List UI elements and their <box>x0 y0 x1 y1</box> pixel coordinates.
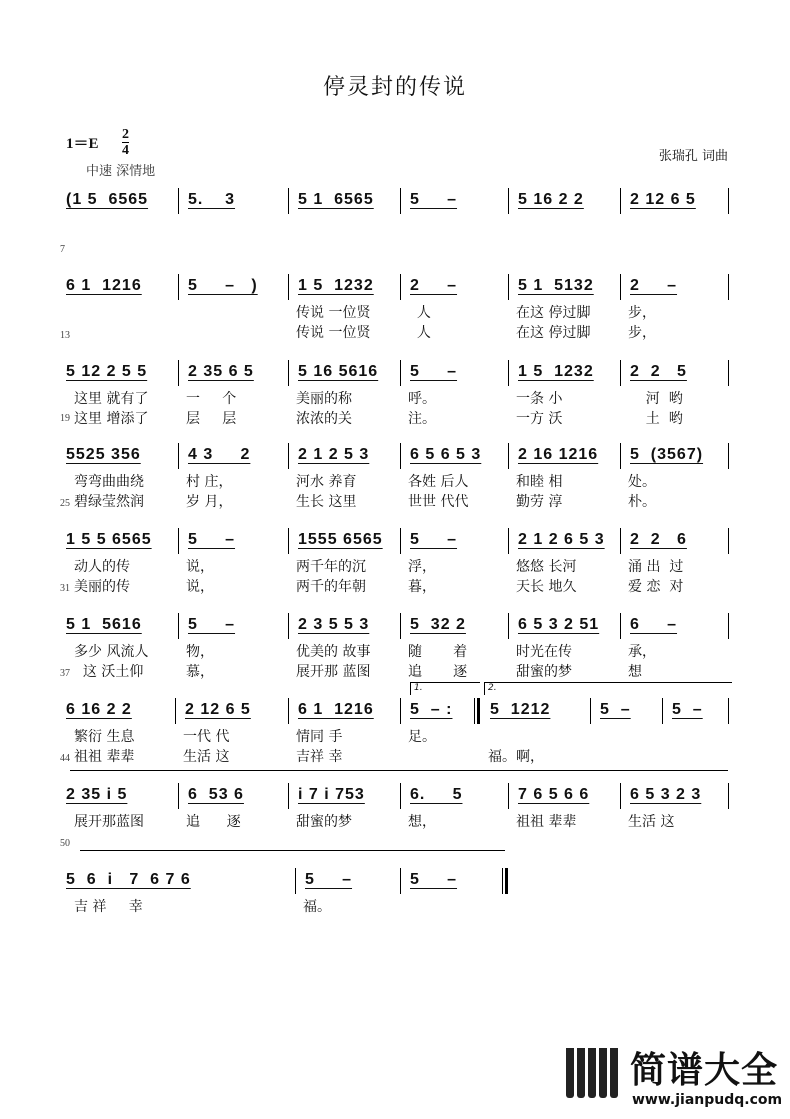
lyric-line-1: 在这 停过脚 <box>516 305 591 321</box>
measure-number: 44 <box>60 753 70 764</box>
measure <box>288 443 400 471</box>
measure <box>508 443 620 471</box>
lyric-line-1: 村 庄， <box>186 474 233 490</box>
lyric-line-1: 步， <box>628 305 656 321</box>
barline <box>728 613 729 639</box>
notes: 2 1 2 6 5 3 <box>518 531 605 548</box>
lyric-line-2: 岁 月， <box>186 494 233 510</box>
lyric-line-2: 传说 一位贤 <box>296 325 371 341</box>
composer-credit: 张瑞孔 词曲 <box>658 149 728 164</box>
extension-line <box>70 770 728 771</box>
site-logo <box>566 1040 786 1112</box>
measure <box>508 360 620 388</box>
notes: 5 – : <box>410 701 453 718</box>
notes: 7 6 5 6 6 <box>518 786 590 803</box>
measure <box>62 783 178 811</box>
barline <box>728 528 729 554</box>
measure <box>508 528 620 556</box>
notes: 1 5 1232 <box>518 363 594 380</box>
notes: 2 – <box>630 277 678 294</box>
notes: 5 – <box>410 531 458 548</box>
lyric-line-1: 河 哟 <box>628 391 683 407</box>
notes: 1 5 5 6565 <box>66 531 152 548</box>
notes: i 7 i 753 <box>298 786 365 803</box>
lyric-line-2: 层 层 <box>186 411 237 427</box>
lyric-line-1: 浮， <box>408 559 436 575</box>
measure <box>288 613 400 641</box>
notes: 6 1 1216 <box>66 277 142 294</box>
lyric-line-1: 随 着 <box>408 644 468 660</box>
measure <box>620 613 728 641</box>
measure <box>400 188 508 216</box>
notes: 2 2 5 <box>630 363 687 380</box>
lyric-line-2: 吉祥 幸 <box>296 749 343 765</box>
lyric-line-2: 说， <box>186 579 214 595</box>
barline <box>728 783 729 809</box>
lyric-line-2: 暮， <box>408 579 436 595</box>
notes: 5 1 6565 <box>298 191 374 208</box>
notes: 2 2 6 <box>630 531 687 548</box>
measure <box>62 274 178 302</box>
measure <box>62 188 178 216</box>
measure <box>400 698 480 726</box>
measure-number: 37 <box>60 668 70 679</box>
lyric-line-2: 慕， <box>186 664 214 680</box>
lyric-line-1: 河水 养育 <box>296 474 357 490</box>
notes: 5 1 5132 <box>518 277 594 294</box>
measure-number: 13 <box>60 330 70 341</box>
measure <box>508 613 620 641</box>
notes: 6 16 2 2 <box>66 701 132 718</box>
lyric-line-2: 人 <box>408 325 431 341</box>
notes: 6 1 1216 <box>298 701 374 718</box>
measure <box>620 783 728 811</box>
measure <box>62 443 178 471</box>
notes: 5 – <box>672 701 703 718</box>
notes: 6 5 6 5 3 <box>410 446 482 463</box>
lyric-line-1: 和睦 相 <box>516 474 563 490</box>
lyric-line-1: 多少 风流人 <box>74 644 149 660</box>
volta-bracket-2: 2. <box>484 682 732 695</box>
notes: 5 16 5616 <box>298 363 379 380</box>
notes: 5 (3567) <box>630 446 704 463</box>
measure <box>62 528 178 556</box>
notes: 1555 6565 <box>298 531 383 548</box>
notes: 5. 3 <box>188 191 236 208</box>
lyric-line-2: 想 <box>628 664 642 680</box>
lyric-line-2: 步， <box>628 325 656 341</box>
lyric-line-1: 悠悠 长河 <box>516 559 577 575</box>
notes: 2 12 6 5 <box>185 701 251 718</box>
notes: 2 – <box>410 277 458 294</box>
measure <box>288 188 400 216</box>
lyric-line-2: 世世 代代 <box>408 494 469 510</box>
measure <box>662 698 728 726</box>
measure <box>590 698 662 726</box>
notes: 5 6 i 7 6 7 6 <box>66 871 191 888</box>
lyric-line-2: 这 沃土仰 <box>74 664 144 680</box>
lyric-line-1: 一代 代 <box>183 729 230 745</box>
lyric-line-1: 祖祖 辈辈 <box>516 814 577 830</box>
lyric-line-1: 繁衍 生息 <box>74 729 135 745</box>
measure <box>400 274 508 302</box>
notes: 5 16 2 2 <box>518 191 584 208</box>
measure <box>400 528 508 556</box>
lyric-line-2: 天长 地久 <box>516 579 577 595</box>
notes: 6 53 6 <box>188 786 244 803</box>
notes: 5 – ) <box>188 277 258 294</box>
notes: 5 – <box>188 616 236 633</box>
logo-text: 简谱大全 <box>630 1050 779 1091</box>
notes: 2 35 i 5 <box>66 786 128 803</box>
lyric-line-2: 展开那 蓝图 <box>296 664 371 680</box>
measure <box>620 188 728 216</box>
notes: 2 16 1216 <box>518 446 599 463</box>
notes: 5 – <box>410 191 458 208</box>
measure-number: 31 <box>60 583 70 594</box>
lyric-line-2: 土 哟 <box>628 411 683 427</box>
measure <box>295 868 400 896</box>
notes: 5 12 2 5 5 <box>66 363 148 380</box>
lyric-line-1: 想， <box>408 814 436 830</box>
lyric-line-2: 追 逐 <box>408 664 468 680</box>
notes: 5 – <box>305 871 353 888</box>
lyric-line-1: 传说 一位贤 <box>296 305 371 321</box>
lyric-line-2: 勤劳 淳 <box>516 494 563 510</box>
lyric-line-1: 足。 <box>408 729 436 745</box>
lyric-line-2: 生活 这 <box>183 749 230 765</box>
key-signature: 1＝E <box>66 136 99 152</box>
measure <box>508 274 620 302</box>
measure <box>620 360 728 388</box>
measure <box>400 360 508 388</box>
lyric-line-2: 这里 增添了 <box>74 411 149 427</box>
lyric-line-1: 各姓 后人 <box>408 474 469 490</box>
extension-line <box>80 850 505 851</box>
logo-url: www.jianpudq.com <box>632 1092 783 1108</box>
lyric-line-1: 一条 小 <box>516 391 563 407</box>
lyric-line-2: 甜蜜的梦 <box>516 664 572 680</box>
final-barline <box>502 868 508 894</box>
notes: 5 – <box>188 531 236 548</box>
measure <box>62 868 295 896</box>
notes: 1 5 1232 <box>298 277 374 294</box>
lyric-line-2: 福。啊， <box>488 749 544 765</box>
measure <box>400 783 508 811</box>
lyric-line-1: 涌 出 过 <box>628 559 684 575</box>
notes: 5525 356 <box>66 446 141 463</box>
measure <box>178 443 288 471</box>
notes: 6 5 3 2 51 <box>518 616 600 633</box>
lyric-line-1: 说， <box>186 559 214 575</box>
volta-bracket-1: 1. <box>410 682 480 695</box>
lyric-line-1: 追 逐 <box>186 814 241 830</box>
lyric-line-1: 生活 这 <box>628 814 675 830</box>
measure <box>178 783 288 811</box>
notes: 5 1 5616 <box>66 616 142 633</box>
measure <box>620 443 728 471</box>
piano-keys-icon <box>566 1048 624 1098</box>
measure <box>62 360 178 388</box>
notes: 6 5 3 2 3 <box>630 786 702 803</box>
measure-number: 50 <box>60 838 70 849</box>
notes: 5 32 2 <box>410 616 466 633</box>
notes: 4 3 2 <box>188 446 251 463</box>
notes: 5 – <box>410 871 458 888</box>
measure <box>288 698 400 726</box>
lyric-line-1: 呼。 <box>408 391 436 407</box>
lyric-line-1: 吉 祥 幸 <box>74 899 143 915</box>
measure <box>620 528 728 556</box>
lyric-line-2: 碧绿莹然润 <box>74 494 144 510</box>
measure-number: 19 <box>60 413 70 424</box>
lyric-line-1: 动人的传 <box>74 559 130 575</box>
lyric-line-2: 一方 沃 <box>516 411 563 427</box>
measure-number: 25 <box>60 498 70 509</box>
lyric-line-1: 时光在传 <box>516 644 572 660</box>
notes: 2 1 2 5 3 <box>298 446 370 463</box>
measure <box>480 698 590 726</box>
time-signature-bottom: 4 <box>122 143 129 158</box>
lyric-line-2: 注。 <box>408 411 436 427</box>
lyric-line-2: 两千的年朝 <box>296 579 366 595</box>
lyric-line-2: 祖祖 辈辈 <box>74 749 135 765</box>
lyric-line-2: 浓浓的关 <box>296 411 352 427</box>
lyric-line-1: 展开那蓝图 <box>74 814 144 830</box>
lyric-line-2: 在这 停过脚 <box>516 325 591 341</box>
lyric-line-1: 福。 <box>303 899 331 915</box>
measure <box>62 698 175 726</box>
barline <box>728 188 729 214</box>
lyric-line-2: 生长 这里 <box>296 494 357 510</box>
measure-number: 7 <box>60 244 65 255</box>
lyric-line-2: 爱 恋 对 <box>628 579 684 595</box>
measure <box>400 613 508 641</box>
measure <box>288 274 400 302</box>
measure <box>288 528 400 556</box>
notes: (1 5 6565 <box>66 191 149 208</box>
measure <box>288 783 400 811</box>
measure <box>178 274 288 302</box>
lyric-line-1: 一 个 <box>186 391 237 407</box>
barline <box>728 443 729 469</box>
barline <box>728 698 729 724</box>
measure <box>508 188 620 216</box>
time-signature <box>122 127 129 158</box>
lyric-line-1: 两千年的沉 <box>296 559 366 575</box>
measure <box>178 613 288 641</box>
measure <box>62 613 178 641</box>
measure <box>178 360 288 388</box>
lyric-line-1: 情同 手 <box>296 729 343 745</box>
lyric-line-1: 物， <box>186 644 214 660</box>
measure <box>620 274 728 302</box>
notes: 2 35 6 5 <box>188 363 254 380</box>
notes: 5 1212 <box>490 701 551 718</box>
time-signature-top: 2 <box>122 127 129 142</box>
barline <box>728 360 729 386</box>
lyric-line-1: 弯弯曲曲绕 <box>74 474 144 490</box>
notes: 5 – <box>410 363 458 380</box>
lyric-line-1: 美丽的称 <box>296 391 352 407</box>
notes: 6. 5 <box>410 786 463 803</box>
measure <box>175 698 288 726</box>
tempo-marking: 中速 深情地 <box>86 164 156 179</box>
lyric-line-2: 美丽的传 <box>74 579 130 595</box>
lyric-line-1: 这里 就有了 <box>74 391 149 407</box>
measure <box>400 868 508 896</box>
lyric-line-2: 朴。 <box>628 494 656 510</box>
notes: 5 – <box>600 701 631 718</box>
measure <box>400 443 508 471</box>
lyric-line-1: 承， <box>628 644 656 660</box>
lyric-line-1: 处。 <box>628 474 656 490</box>
lyric-line-1: 优美的 故事 <box>296 644 371 660</box>
measure <box>178 528 288 556</box>
notes: 2 12 6 5 <box>630 191 696 208</box>
measure <box>288 360 400 388</box>
lyric-line-1: 甜蜜的梦 <box>296 814 352 830</box>
measure <box>178 188 288 216</box>
measure <box>508 783 620 811</box>
lyric-line-1: 人 <box>408 305 431 321</box>
notes: 2 3 5 5 3 <box>298 616 370 633</box>
song-title: 停灵封的传说 <box>322 75 467 100</box>
notes: 6 – <box>630 616 678 633</box>
barline <box>728 274 729 300</box>
